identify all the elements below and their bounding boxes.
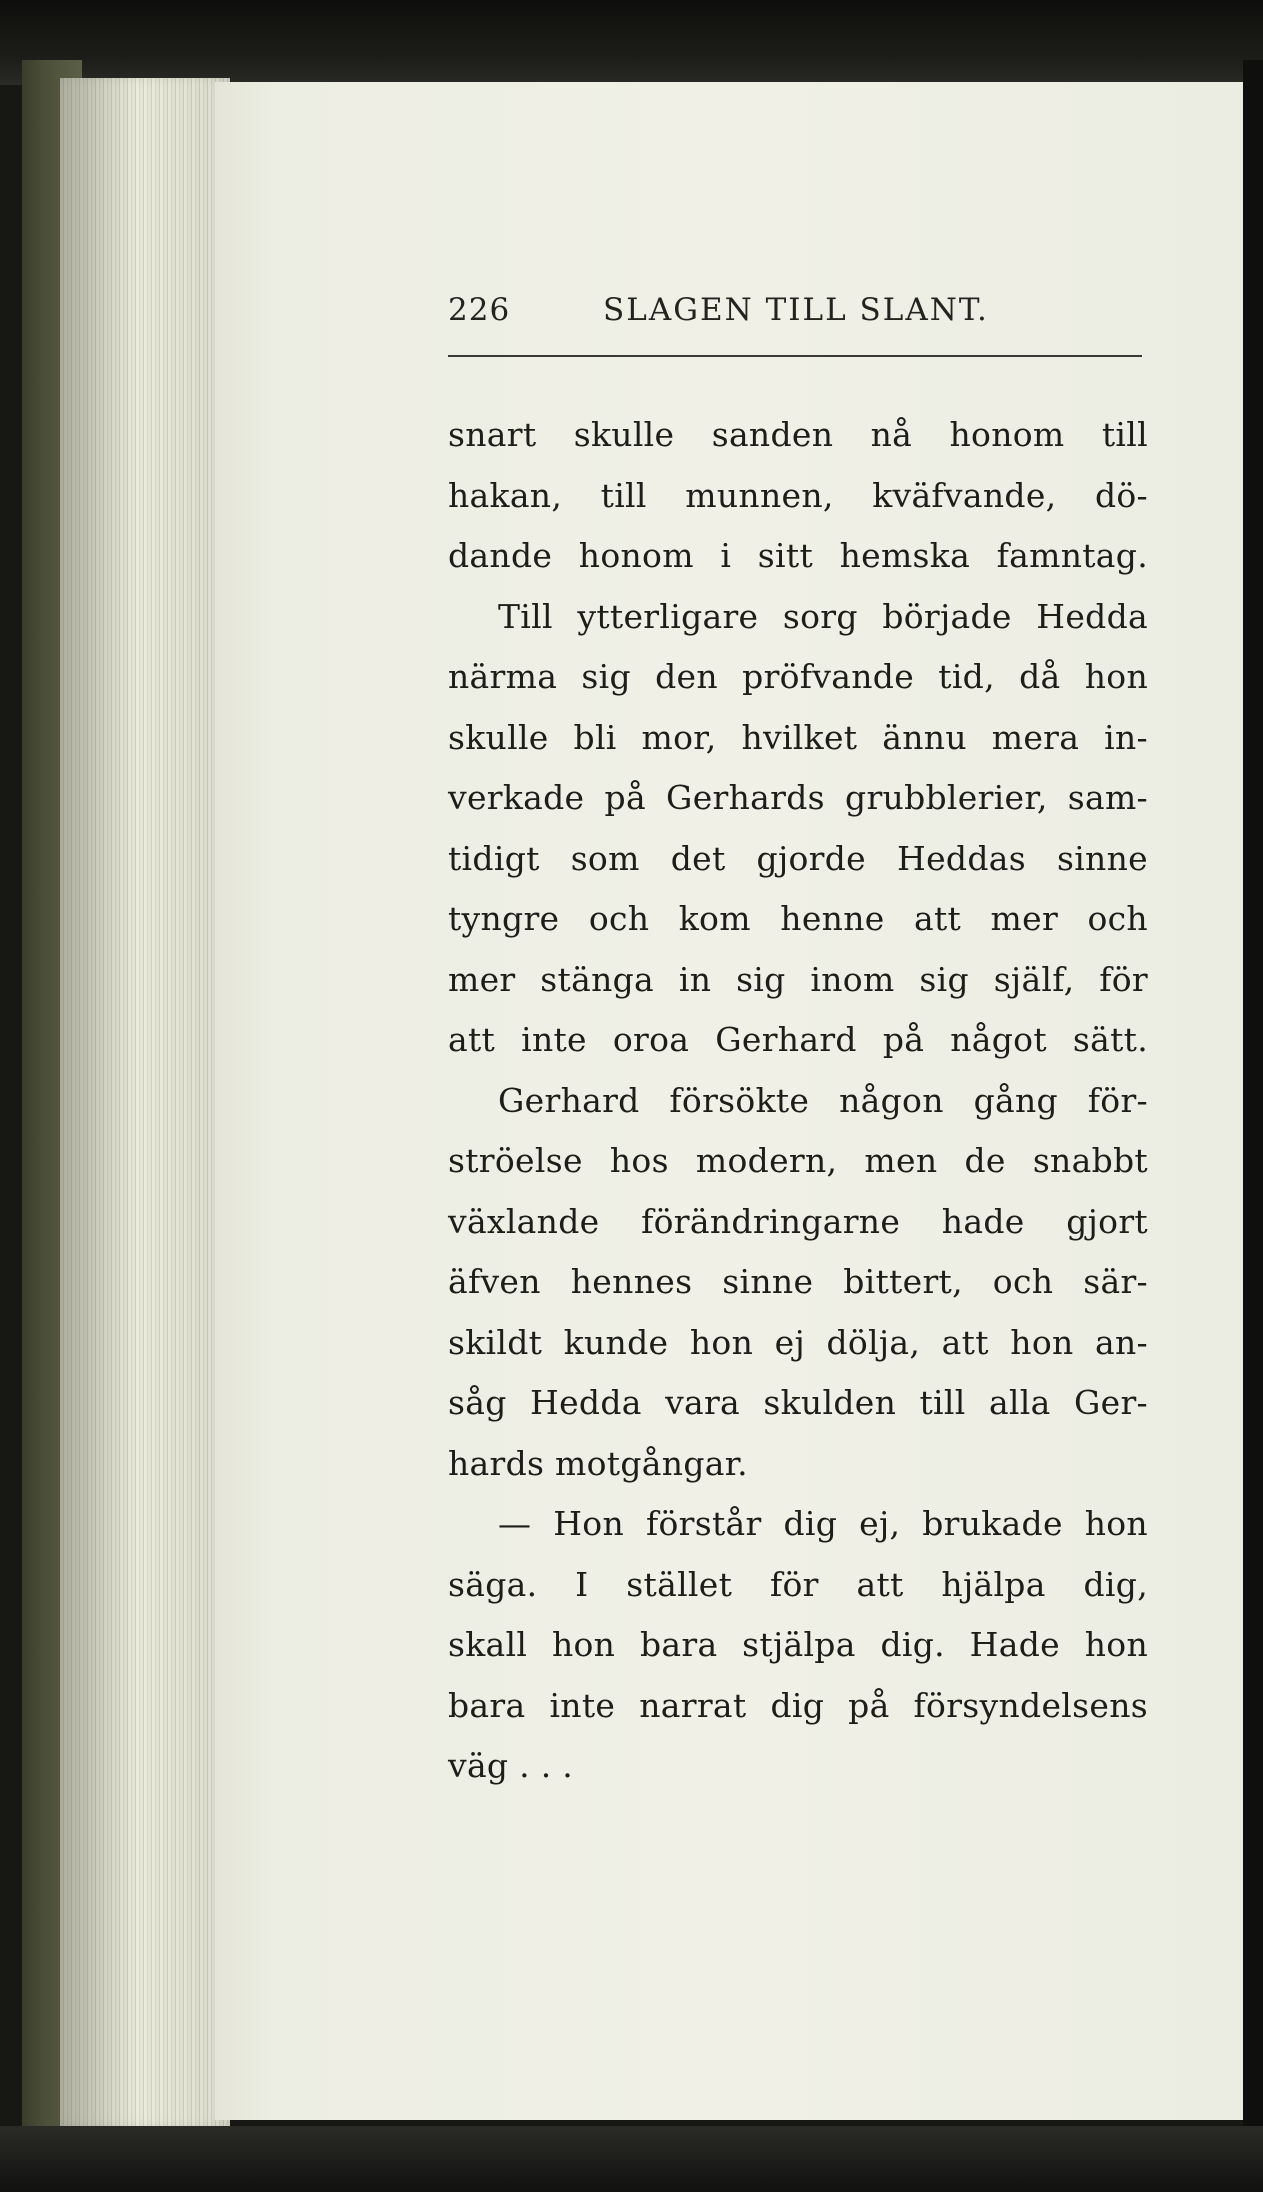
text-line: såg Hedda vara skulden till alla Ger- (448, 1383, 1148, 1422)
text-line: säga. I stället för att hjälpa dig, (448, 1564, 1148, 1604)
text-line: växlande förändringarne hade gjort (448, 1201, 1148, 1241)
text-line: hakan, till munnen, kväfvande, dö- (448, 475, 1148, 515)
page-edges-shadow (60, 78, 230, 2126)
text-line: hards motgångar. (448, 1443, 748, 1483)
running-title: SLAGEN TILL SLANT. (603, 292, 989, 328)
text-line: närma sig den pröfvande tid, då hon (448, 657, 1148, 696)
text-line: tyngre och kom henne att mer och (448, 899, 1148, 938)
text-line: — Hon förstår dig ej, brukade hon (498, 1504, 1148, 1543)
text-line: Gerhard försökte någon gång för- (498, 1080, 1148, 1120)
text-line: äfven hennes sinne bittert, och sär- (448, 1262, 1148, 1301)
text-line: Till ytterligare sorg började Hedda (498, 596, 1148, 636)
text-line: skildt kunde hon ej dölja, att hon an- (448, 1322, 1148, 1362)
text-line: dande honom i sitt hemska famntag. (448, 536, 1148, 575)
scan-background-right (1243, 60, 1263, 2140)
text-line: ströelse hos modern, men de snabbt (448, 1141, 1148, 1180)
text-line: skulle bli mor, hvilket ännu mera in- (448, 717, 1148, 757)
header-rule (448, 355, 1142, 357)
scan-background-top (0, 0, 1263, 85)
text-line: snart skulle sanden nå honom till (448, 415, 1148, 454)
text-line: skall hon bara stjälpa dig. Hade hon (448, 1625, 1148, 1664)
text-line: verkade på Gerhards grubblerier, sam- (448, 778, 1148, 817)
scan-background-bottom (0, 2126, 1263, 2192)
text-line: mer stänga in sig inom sig själf, för (448, 959, 1148, 999)
running-head (448, 292, 1148, 336)
page-number: 226 (448, 292, 511, 328)
text-line: väg . . . (448, 1746, 574, 1785)
text-line: bara inte narrat dig på försyndelsens (448, 1685, 1148, 1725)
text-line: att inte oroa Gerhard på något sätt. (448, 1020, 1148, 1059)
body-text (448, 405, 1148, 1797)
text-line: tidigt som det gjorde Heddas sinne (448, 838, 1148, 878)
